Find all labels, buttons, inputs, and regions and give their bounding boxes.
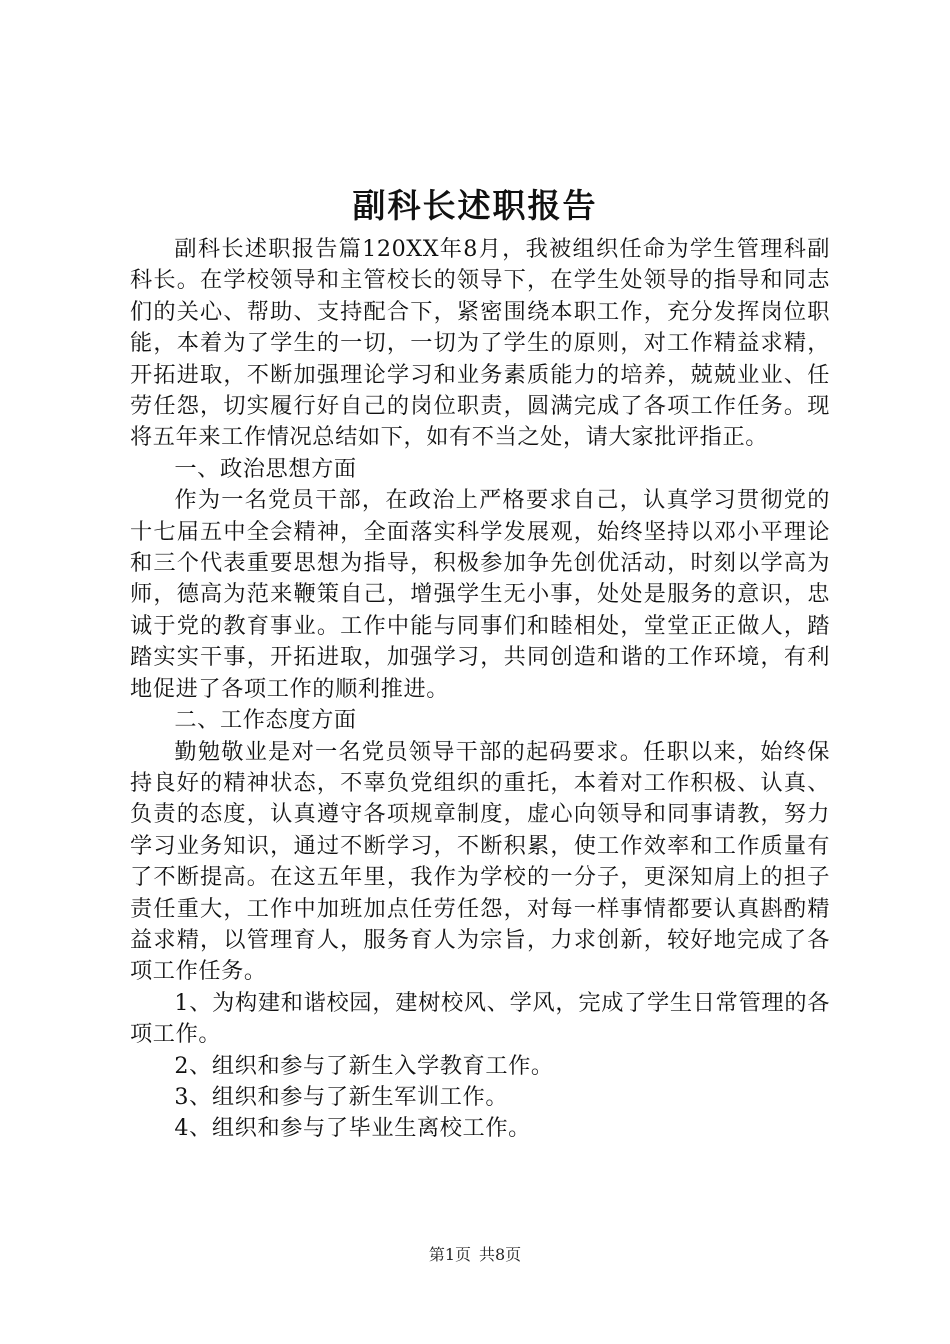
list-item-2: 2、组织和参与了新生入学教育工作。 [174, 1052, 554, 1079]
paragraph-intro: 副科长述职报告篇120XX年8月，我被组织任命为学生管理科副科长。在学校领导和主管校长的领导下，在学生处领导的指导和同志们的关心、帮助、支持配合下，紧密围绕本职工作，充分发挥岗位职能，本着为了学生的一切，一切为了学生的原则，对工作精益求精，开拓进取，不断加强理论学习和业务素质能力的培养，兢兢业业、任劳任怨，切实履行好自己的岗位职责，圆满完成了各项工作任务。现将五年来工作情况总结如下，如有不当之处，请大家批评指正。 [130, 236, 830, 451]
section-heading-political: 一、政治思想方面 [174, 455, 357, 482]
list-item-3: 3、组织和参与了新生军训工作。 [174, 1083, 509, 1110]
document-body [130, 234, 830, 1145]
list-item-4: 4、组织和参与了毕业生离校工作。 [174, 1115, 531, 1142]
list-item-1: 1、为构建和谐校园，建树校风、学风，完成了学生日常管理的各项工作。 [130, 989, 830, 1048]
paragraph-attitude: 勤勉敬业是对一名党员领导干部的起码要求。任职以来，始终保持良好的精神状态，不辜负党组织的重托，本着对工作积极、认真、负责的态度，认真遵守各项规章制度，虚心向领导和同事请教，努力学习业务知识，通过不断学习，不断积累，使工作效率和工作质量有了不断提高。在这五年里，我作为学校的一分子，更深知肩上的担子责任重大，工作中加班加点任劳任怨，对每一样事情都要认真斟酌精益求精，以管理育人，服务育人为宗旨，力求创新，较好地完成了各项工作任务。 [130, 738, 830, 985]
section-heading-attitude: 二、工作态度方面 [174, 707, 357, 734]
document-title: 副科长述职报告 [352, 186, 598, 225]
paragraph-political: 作为一名党员干部，在政治上严格要求自己，认真学习贯彻党的十七届五中全会精神，全面落实科学发展观，始终坚持以邓小平理论和三个代表重要思想为指导，积极参加争先创优活动，时刻以学高为师，德高为范来鞭策自己，增强学生无小事，处处是服务的意识，忠诚于党的教育事业。工作中能与同事们和睦相处，堂堂正正做人，踏踏实实干事，开拓进取，加强学习，共同创造和谐的工作环境，有利地促进了各项工作的顺利推进。 [130, 487, 830, 702]
page-number: 第1页 [428, 1245, 471, 1264]
page-total: 共8页 [479, 1245, 522, 1264]
page-footer [0, 1244, 950, 1266]
